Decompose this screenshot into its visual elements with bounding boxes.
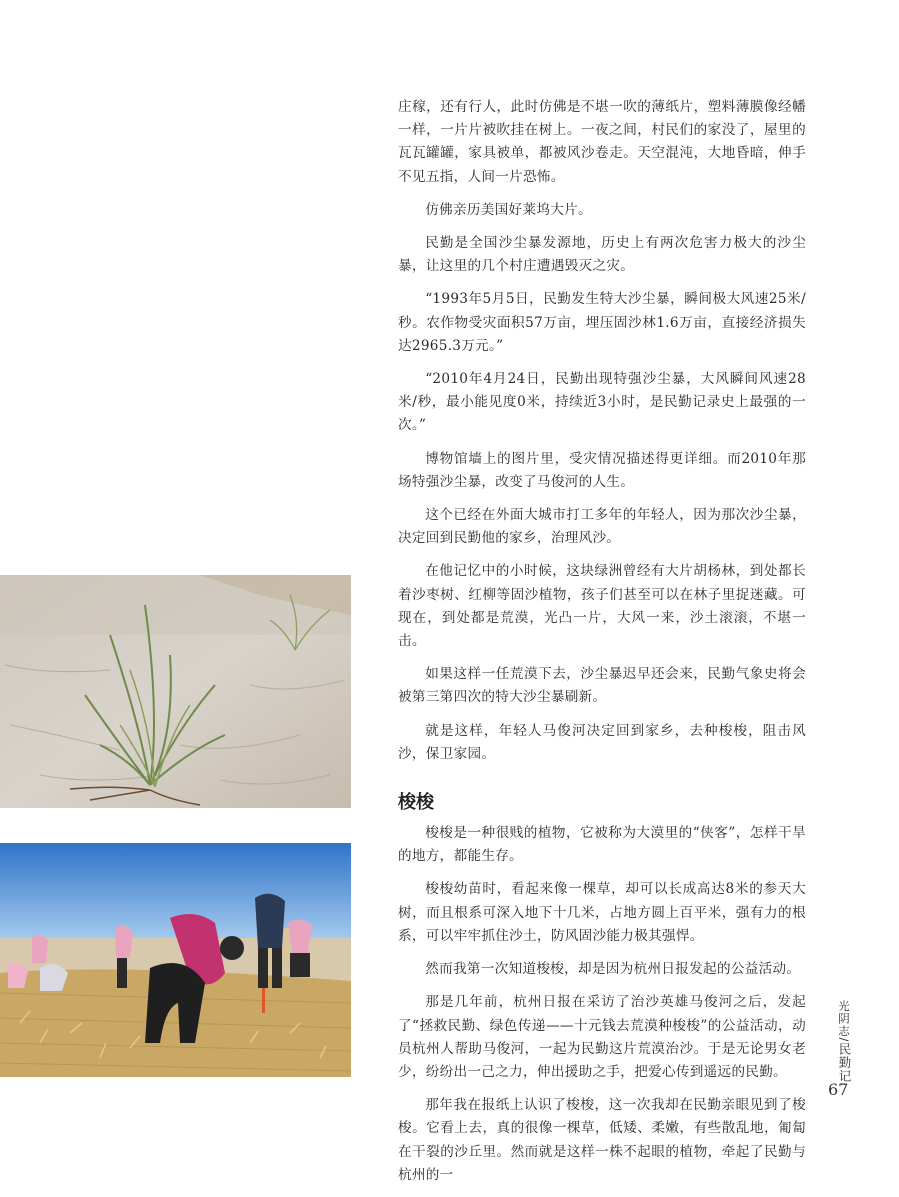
paragraph-3: 民勤是全国沙尘暴发源地，历史上有两次危害力极大的沙尘暴，让这里的几个村庄遭遇毁灭之灾。 (398, 235, 806, 275)
paragraph-11: 梭梭是一种很贱的植物，它被称为大漠里的“侠客”，怎样干旱的地方，都能生存。 (398, 825, 806, 865)
paragraph-10: 就是这样，年轻人马俊河决定回到家乡，去种梭梭，阻击风沙，保卫家园。 (398, 722, 806, 762)
volunteers-planting-image (0, 843, 351, 1077)
article-body (398, 96, 806, 1197)
paragraph-4: “1993年5月5日，民勤发生特大沙尘暴，瞬间极大风速25米/秒。农作物受灾面积57万亩，埋压固沙林1.6万亩，直接经济损失达2965.3万元。” (398, 291, 806, 354)
paragraph-1: 庄稼，还有行人，此时仿佛是不堪一吹的薄纸片，塑料薄膜像经幡一样，一片片被吹挂在树上。一夜之间，村民们的家没了，屋里的瓦瓦罐罐，家具被单，都被风沙卷走。天空混沌，大地昏暗，伸手不见五指，人间一片恐怖。 (398, 99, 806, 185)
paragraph-8: 在他记忆中的小时候，这块绿洲曾经有大片胡杨林，到处都长着沙枣树、红柳等固沙植物，孩子们甚至可以在林子里捉迷藏。可现在，到处都是荒漠，光凸一片，大风一来，沙土滚滚，不堪一击。 (398, 563, 806, 650)
paragraph-14: 那是几年前，杭州日报在采访了治沙英雄马俊河之后，发起了“拯救民勤、绿色传递——十元钱去荒漠种梭梭”的公益活动，动员杭州人帮助马俊河，一起为民勤这片荒漠治沙。于是无论男女老少，纷纷出一己之力，伸出援助之手，把爱心传到遥远的民勤。 (398, 994, 806, 1080)
column-separator: / (837, 1037, 851, 1043)
paragraph-5: “2010年4月24日，民勤出现特强沙尘暴，大风瞬间风速28米/秒，最小能见度0米，持续近3小时，是民勤记录史上最强的一次。” (398, 371, 806, 434)
paragraph-7: 这个已经在外面大城市打工多年的年轻人，因为那次沙尘暴，决定回到民勤他的家乡，治理风沙。 (398, 507, 806, 547)
saxaul-seedling-image (0, 575, 351, 808)
section-title: 梭梭 (398, 792, 434, 814)
paragraph-2: 仿佛亲历美国好莱坞大片。 (425, 201, 592, 218)
paragraph-15: 那年我在报纸上认识了梭梭，这一次我却在民勤亲眼见到了梭梭。它看上去，真的很像一棵草，低矮、柔嫩，有些散乱地，匍匐在干裂的沙丘里。然而就是这样一株不起眼的植物，牵起了民勤与杭州的一 (398, 1097, 806, 1183)
paragraph-12: 梭梭幼苗时，看起来像一棵草，却可以长成高达8米的参天大树，而且根系可深入地下十几米，占地方圆上百平米，强有力的根系，可以牢牢抓住沙土，防风固沙能力极其强悍。 (398, 881, 806, 944)
column-label (833, 1000, 851, 1083)
photo-volunteers-planting (0, 843, 351, 1077)
column-name: 光阴志 (837, 1000, 851, 1038)
paragraph-13: 然而我第一次知道梭梭，却是因为杭州日报发起的公益活动。 (425, 961, 801, 978)
column-subtitle: 民勤记 (837, 1042, 852, 1083)
paragraph-6: 博物馆墙上的图片里，受灾情况描述得更详细。而2010年那场特强沙尘暴，改变了马俊河的人生。 (398, 450, 806, 490)
paragraph-9: 如果这样一任荒漠下去，沙尘暴迟早还会来，民勤气象史将会被第三第四次的特大沙尘暴刷新。 (398, 666, 806, 706)
photo-saxaul-seedling (0, 575, 351, 808)
page-number: 67 (828, 1080, 849, 1099)
